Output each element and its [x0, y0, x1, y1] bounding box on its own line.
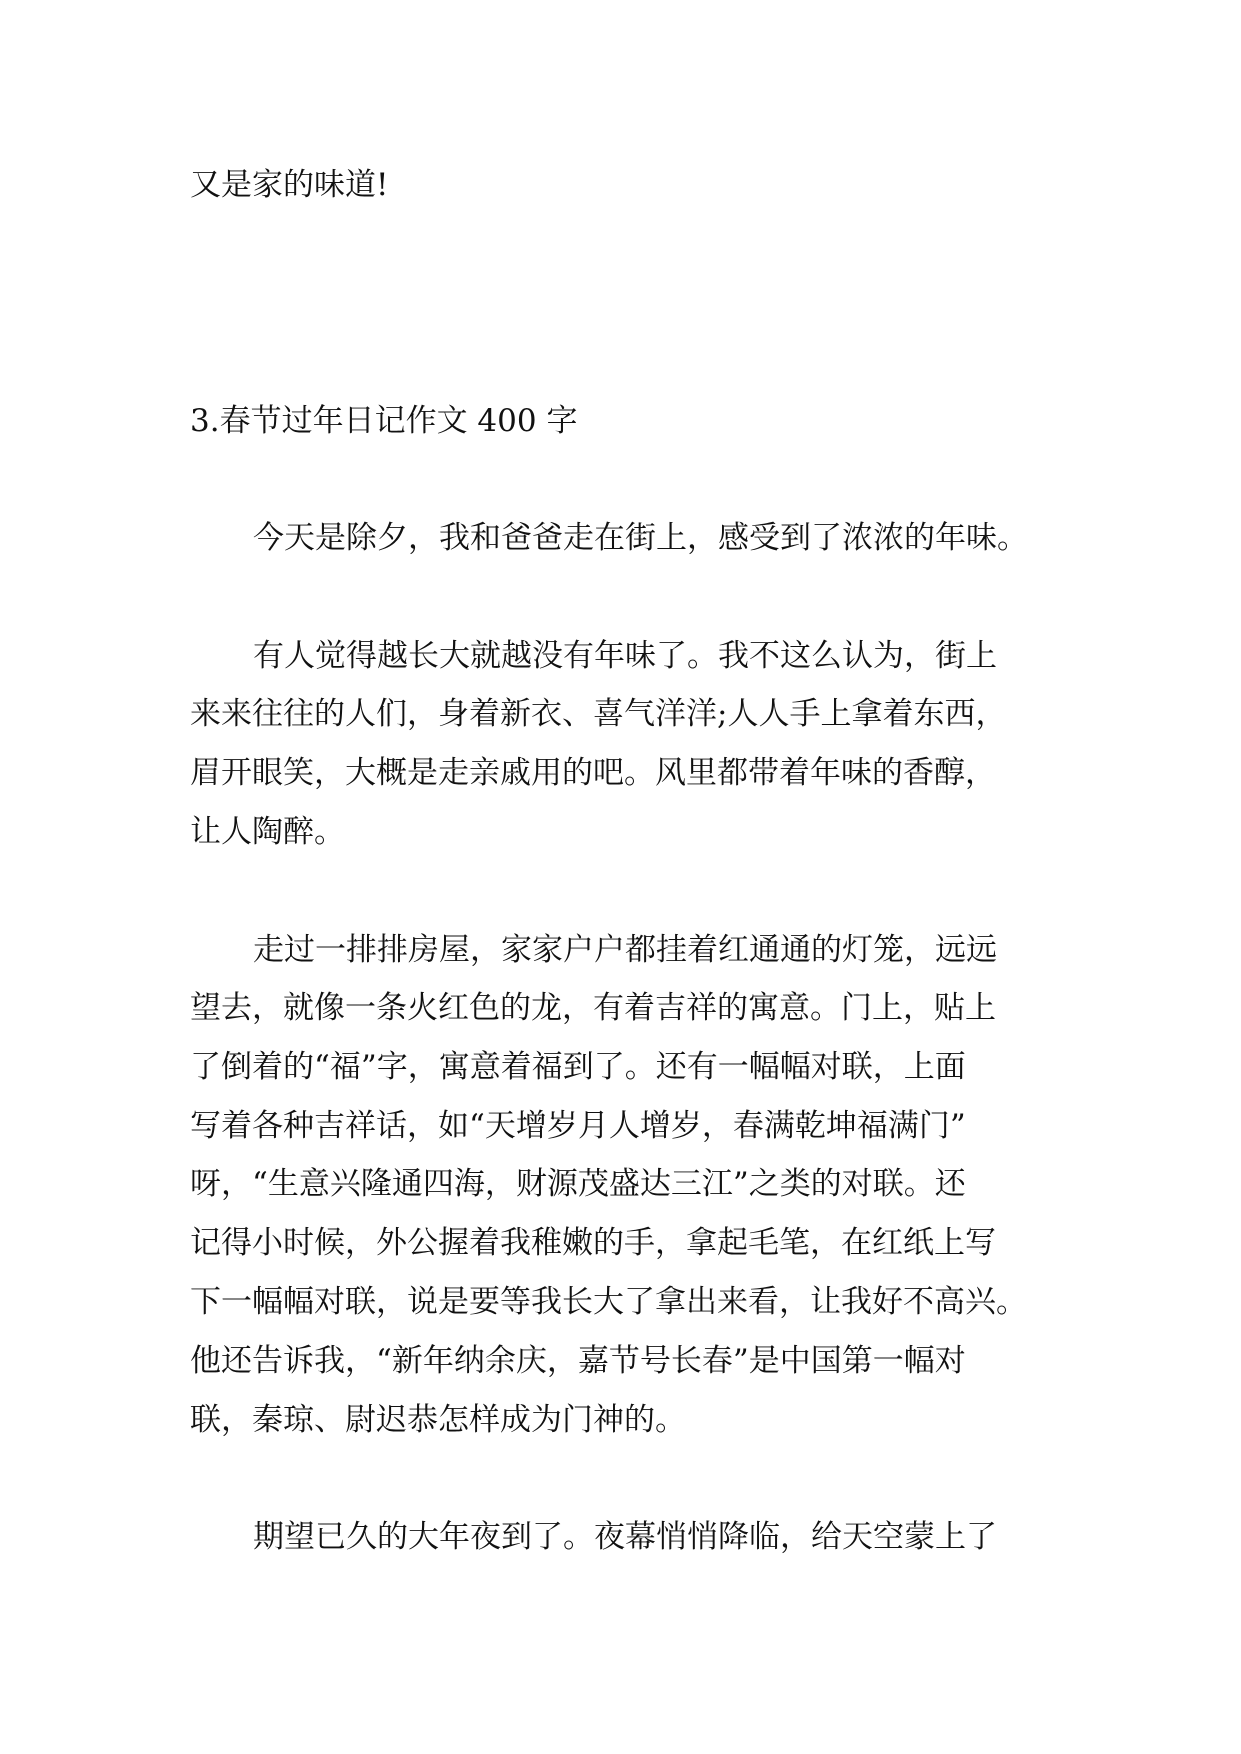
paragraph-line: 他还告诉我，“新年纳余庆，嘉节号长春”是中国第一幅对 — [190, 1343, 966, 1379]
continuation-line: 又是家的味道! — [190, 167, 389, 203]
paragraph-line: 让人陶醉。 — [190, 814, 345, 850]
paragraph-line: 有人觉得越长大就越没有年味了。我不这么认为，街上 — [253, 638, 997, 674]
paragraph-line: 眉开眼笑，大概是走亲戚用的吧。风里都带着年味的香醇， — [190, 755, 996, 791]
paragraph-line: 走过一排排房屋，家家户户都挂着红通通的灯笼，远远 — [253, 932, 997, 968]
paragraph-line: 今天是除夕，我和爸爸走在街上，感受到了浓浓的年味。 — [253, 520, 1028, 556]
paragraph-line: 了倒着的“福”字，寓意着福到了。还有一幅幅对联，上面 — [190, 1049, 966, 1085]
paragraph-line: 记得小时候，外公握着我稚嫩的手，拿起毛笔，在红纸上写 — [190, 1225, 996, 1261]
paragraph-line: 写着各种吉祥话，如“天增岁月人增岁，春满乾坤福满门” — [190, 1108, 966, 1144]
section-title: 3.春节过年日记作文 400 字 — [190, 403, 578, 439]
paragraph-line: 呀，“生意兴隆通四海，财源茂盛达三江”之类的对联。还 — [190, 1166, 966, 1202]
paragraph-line: 下一幅幅对联，说是要等我长大了拿出来看，让我好不高兴。 — [190, 1284, 1027, 1320]
paragraph-line: 来来往往的人们，身着新衣、喜气洋洋;人人手上拿着东西， — [190, 696, 1007, 732]
paragraph-line: 联，秦琼、尉迟恭怎样成为门神的。 — [190, 1402, 686, 1438]
paragraph-line: 望去，就像一条火红色的龙，有着吉祥的寓意。门上，贴上 — [190, 990, 996, 1026]
paragraph-line: 期望已久的大年夜到了。夜幕悄悄降临，给天空蒙上了 — [253, 1519, 997, 1555]
